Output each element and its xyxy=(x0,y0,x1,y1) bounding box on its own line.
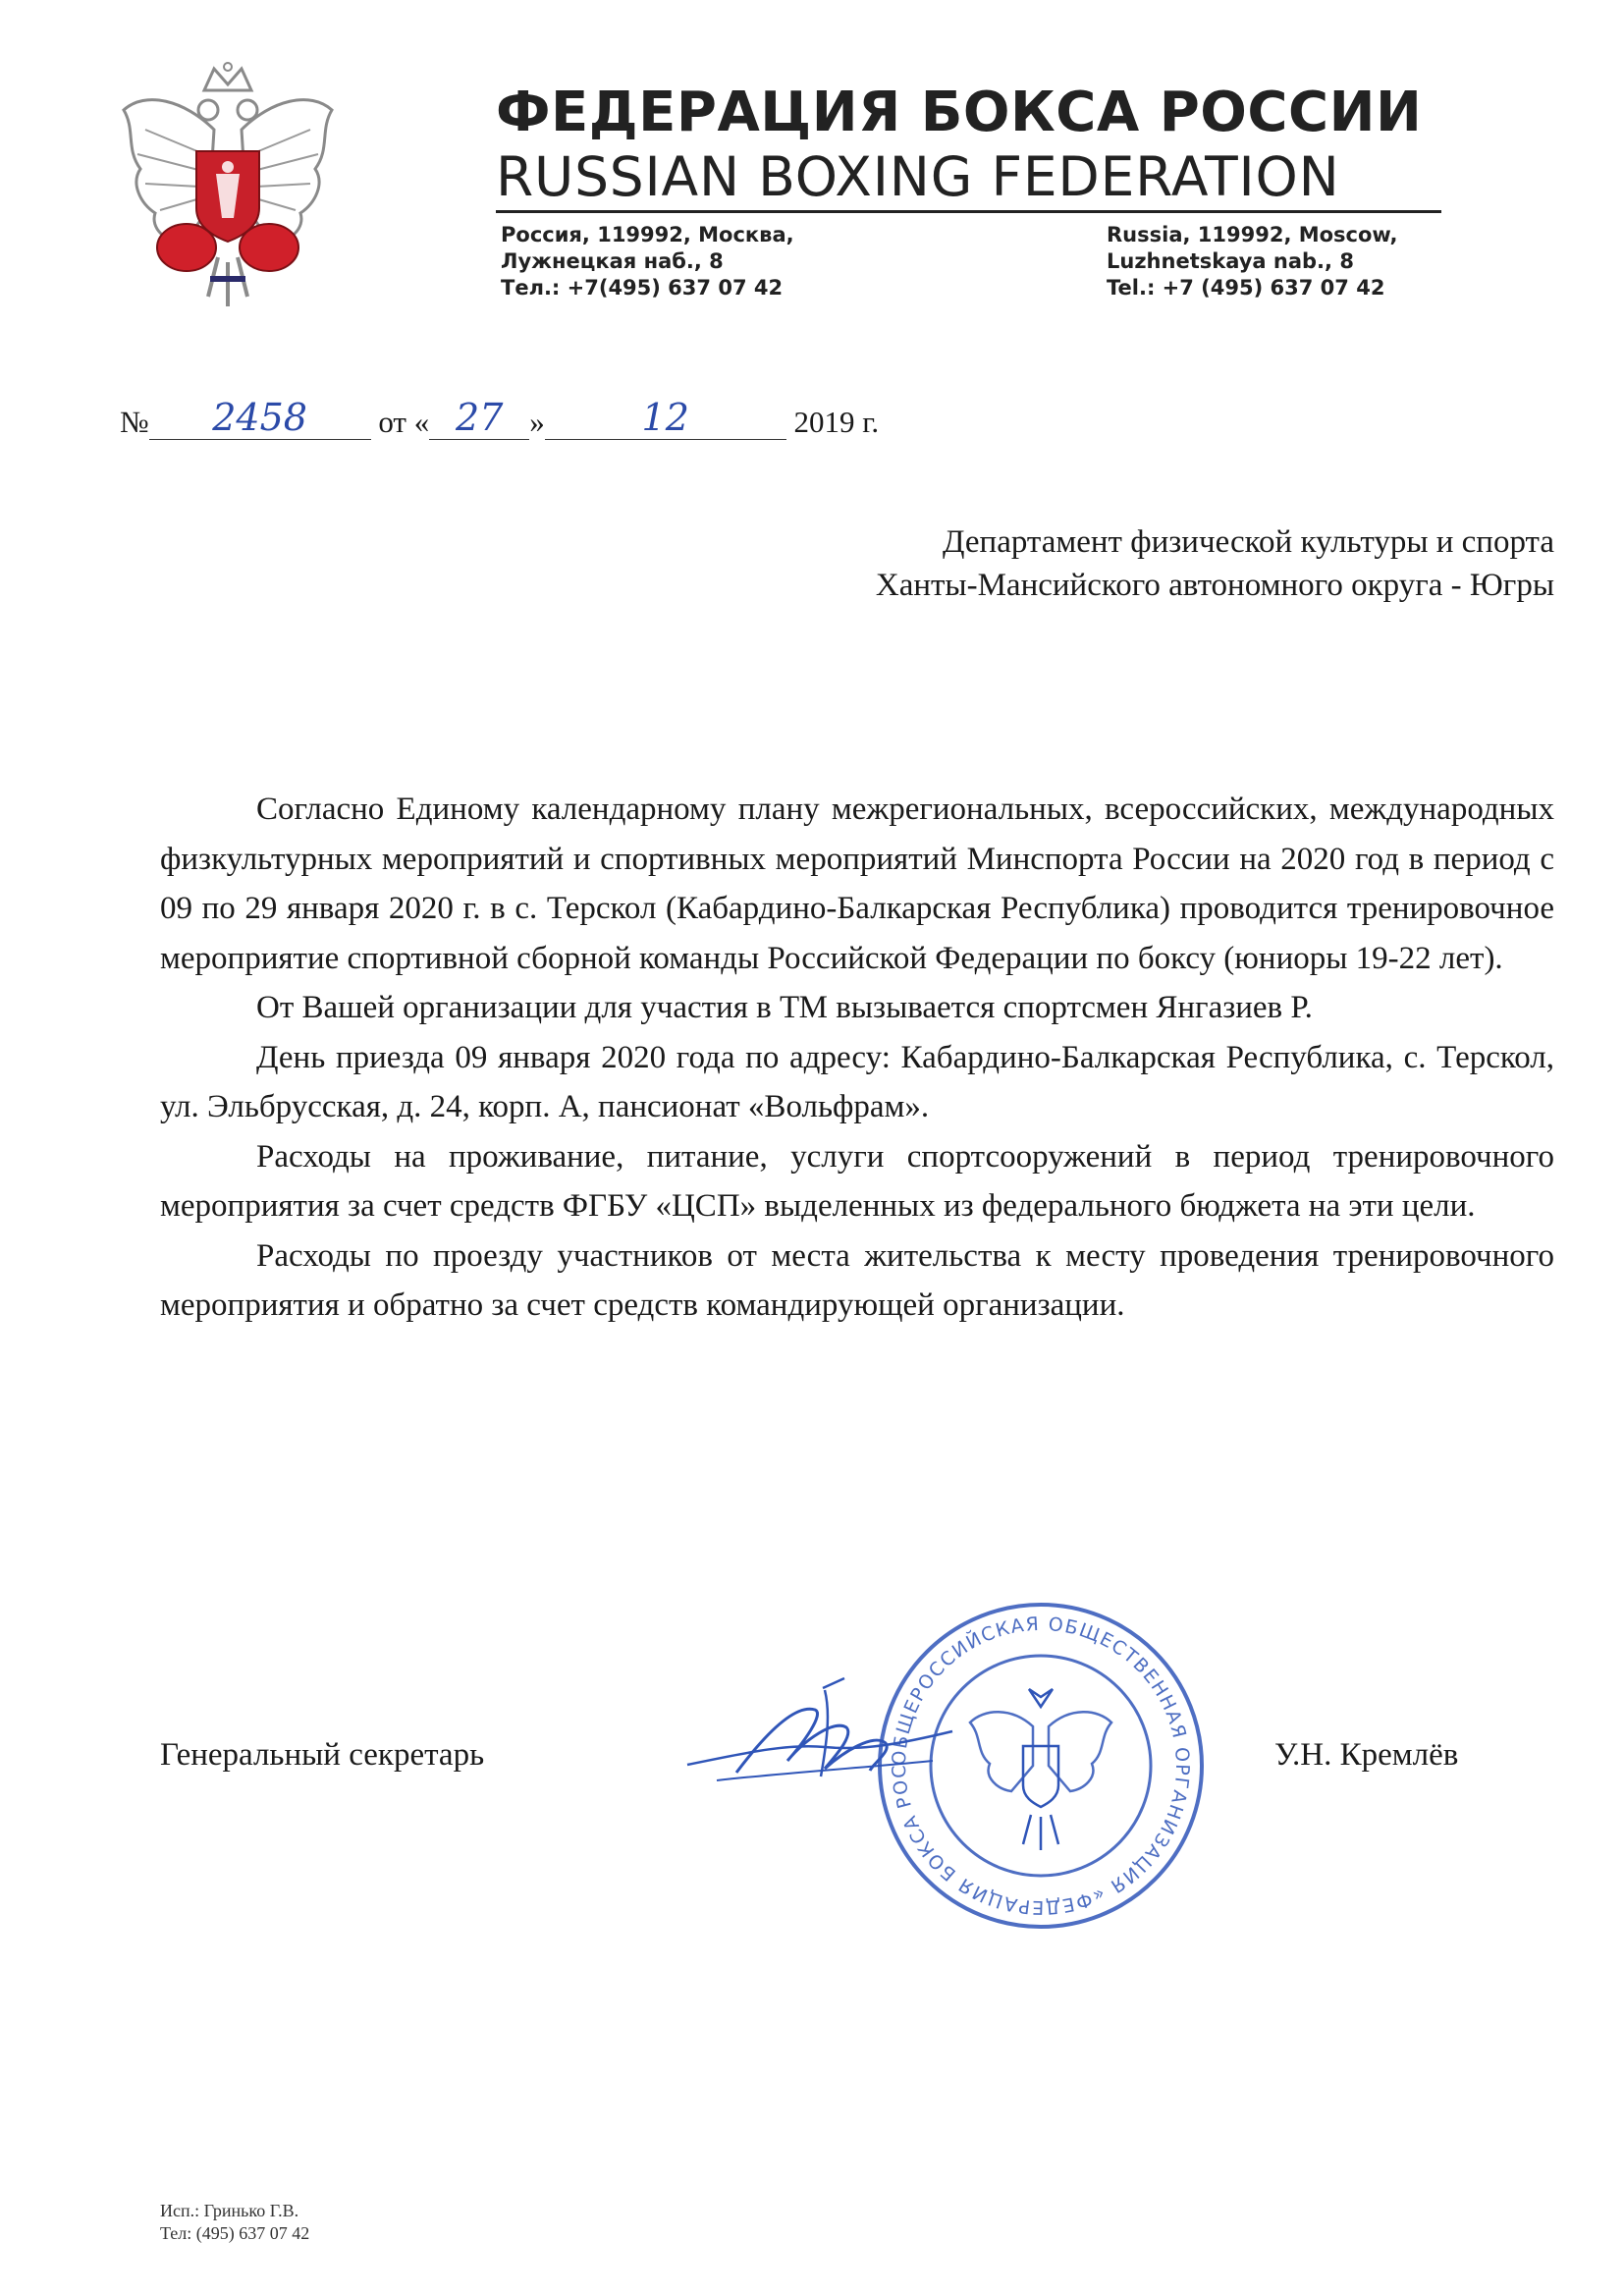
document-day: 27 xyxy=(456,396,504,439)
number-field xyxy=(149,396,371,440)
body-paragraph: День приезда 09 января 2020 года по адресу: Кабардино-Балкарская Республика, с. Терскол, ул. Эльбрусская, д. 24, корп. А, пансионат «Вольфрам». xyxy=(160,1039,1554,1124)
address-en-line: Tel.: +7 (495) 637 07 42 xyxy=(1107,276,1385,300)
body-paragraph: Расходы на проживание, питание, услуги спортсооружений в период тренировочного мероприятия за счет средств ФГБУ «ЦСП» выделенных из федерального бюджета на эти цели. xyxy=(160,1138,1554,1224)
signatory-title: Генеральный секретарь xyxy=(160,1737,485,1773)
address-ru-line: Лужнецкая наб., 8 xyxy=(501,249,724,273)
address-en-line: Luzhnetskaya nab., 8 xyxy=(1107,249,1354,273)
executor-phone: Тел: (495) 637 07 42 xyxy=(160,2223,310,2243)
address-ru-line: Тел.: +7(495) 637 07 42 xyxy=(501,276,784,300)
number-label: № xyxy=(120,405,149,439)
document-number: 2458 xyxy=(212,396,307,439)
seal-text: ОБЩЕРОССИЙСКАЯ ОБЩЕСТВЕННАЯ ОРГАНИЗАЦИЯ «ФЕДЕРАЦИЯ БОКСА РОС xyxy=(888,1613,1194,1919)
document-month: 12 xyxy=(641,396,689,439)
double-headed-eagle-emblem-icon xyxy=(116,61,340,314)
org-name-ru: ФЕДЕРАЦИЯ БОКСА РОССИИ xyxy=(496,81,1423,144)
address-ru xyxy=(501,222,794,301)
address-en-line: Russia, 119992, Moscow, xyxy=(1107,223,1398,246)
from-label: от « xyxy=(378,405,430,439)
document-year: 2019 г. xyxy=(793,405,880,439)
executor-footer xyxy=(160,2200,309,2245)
executor-name: Исп.: Гринько Г.В. xyxy=(160,2201,299,2220)
body-paragraph: Согласно Единому календарному плану межрегиональных, всероссийских, международных физкультурных мероприятий и спортивных мероприятий Минспорта России на 2020 год в период с 09 по 29 января 2020 г. в с. Терскол (Кабардино-Балкарская Республика) проводится тренировочное мероприятие спортивной сборной команды Российской Федерации по боксу (юниоры 19-22 лет). xyxy=(160,792,1554,976)
month-field xyxy=(545,396,786,440)
org-name-en: RUSSIAN BOXING FEDERATION xyxy=(496,145,1340,208)
address-ru-line: Россия, 119992, Москва, xyxy=(501,223,794,246)
addressee-line: Департамент физической культуры и спорта xyxy=(942,524,1554,560)
letter-body xyxy=(160,785,1554,1331)
address-en xyxy=(1107,222,1397,301)
handwritten-signature-icon xyxy=(677,1674,972,1802)
addressee-line: Ханты-Мансийского автономного округа - Югры xyxy=(875,568,1554,603)
day-close: » xyxy=(529,405,545,439)
signatory-name: У.Н. Кремлёв xyxy=(1274,1737,1459,1773)
letterhead-divider xyxy=(496,210,1441,213)
reference-line xyxy=(120,396,880,440)
body-paragraph: От Вашей организации для участия в ТМ вызывается спортсмен Янгазиев Р. xyxy=(256,990,1313,1025)
body-paragraph: Расходы по проезду участников от места жительства к месту проведения тренировочного мероприятия и обратно за счет средств командирующей организации. xyxy=(160,1237,1554,1323)
day-field xyxy=(429,396,529,440)
addressee-block xyxy=(876,520,1554,607)
